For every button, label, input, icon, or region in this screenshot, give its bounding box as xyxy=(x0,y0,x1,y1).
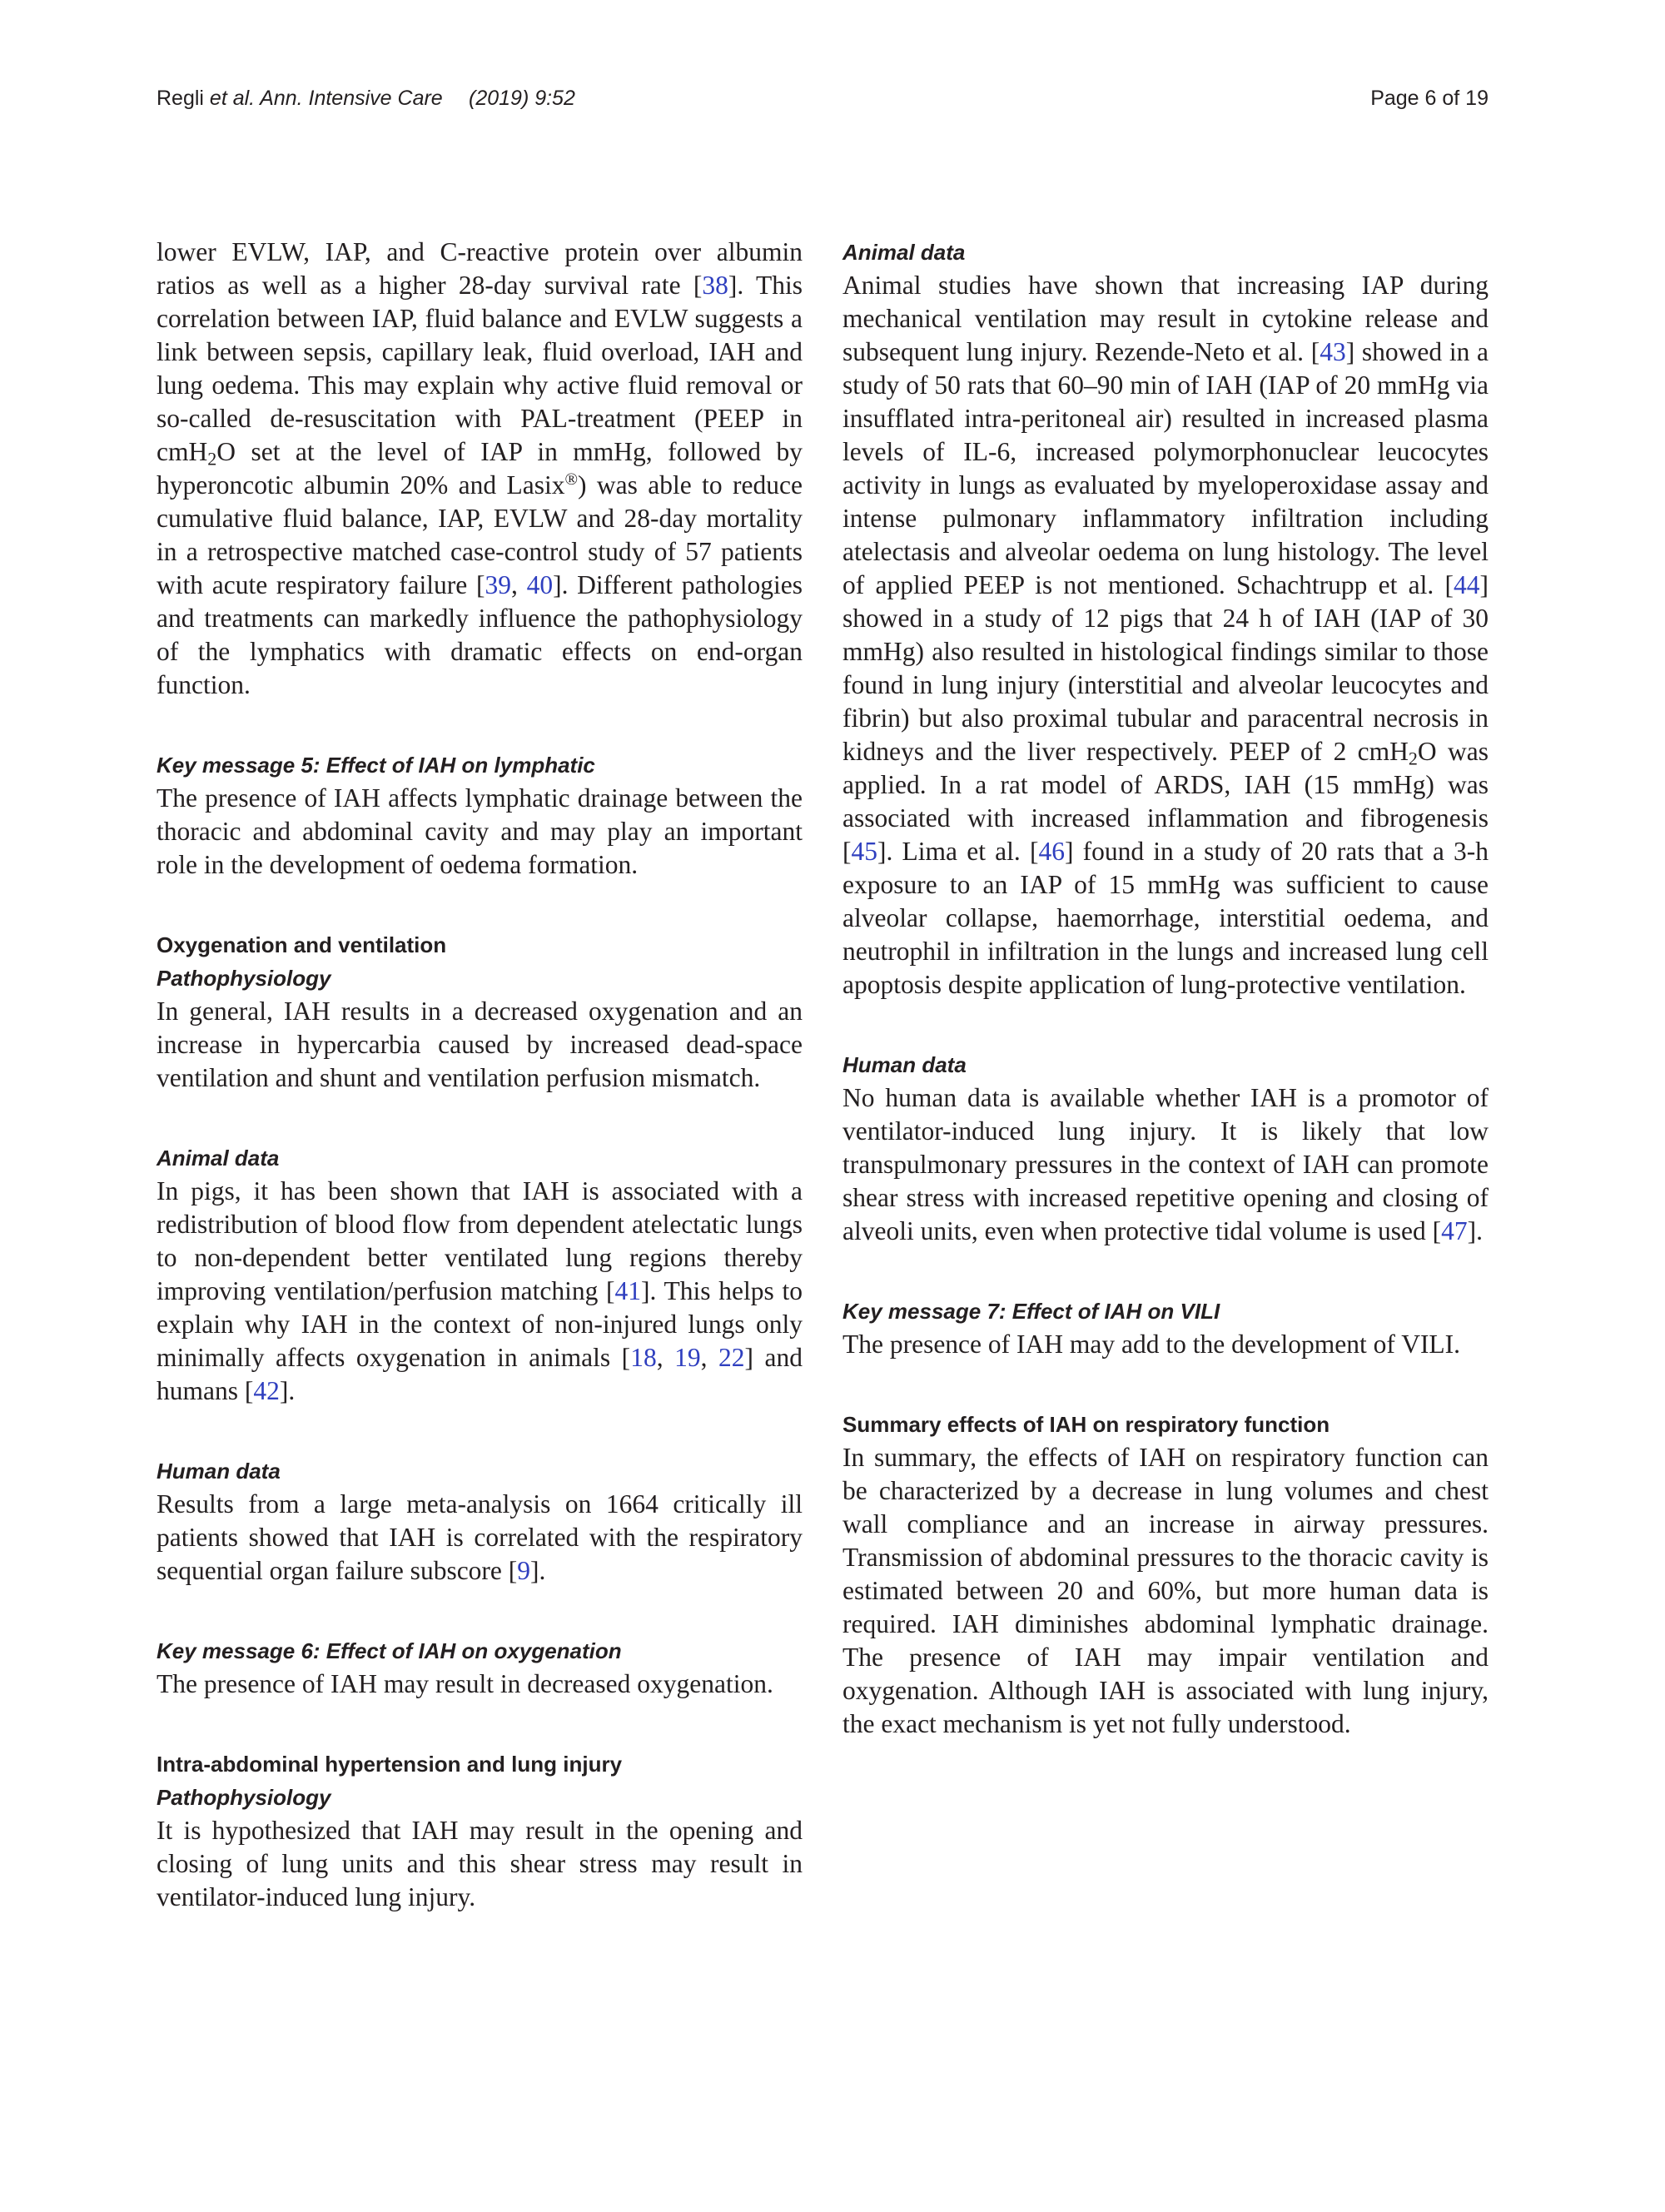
header-citation xyxy=(157,87,575,111)
key-message-6-text: The presence of IAH may result in decreased oxygenation. xyxy=(157,1669,773,1698)
citation-link[interactable]: 9 xyxy=(517,1556,531,1585)
paragraph-animal-studies xyxy=(842,269,1489,1002)
text-run: ] showed in a study of 12 pigs that 24 h of IAH (IAP of 30 mmHg) also resulted in histological findings similar to those found in lung injury (interstitial and alveolar leucocytes and fibrin) but also proximal tubular and paracentral necrosis in kidneys and the liver respectively. PEEP of 2 cmH xyxy=(842,570,1489,766)
header-year-volume: (2019) 9:52 xyxy=(469,87,575,110)
text-run: Animal studies have shown that increasing IAP during mechanical ventilation may result in cytokine release and subsequent lung injury. Rezende-Neto et al. [ xyxy=(842,271,1489,366)
subheading-animal-data: Animal data xyxy=(842,240,966,265)
key-message-7-heading: Key message 7: Effect of IAH on VILI xyxy=(842,1299,1220,1324)
text-run: , xyxy=(700,1343,718,1372)
key-message-6-heading: Key message 6: Effect of IAH on oxygenation xyxy=(157,1638,622,1663)
text-run: ) was able to reduce cumulative fluid balance, IAP, EVLW and 28-day mortality in a retrospective matched case-control study of 57 patients with acute respiratory failure [ xyxy=(157,470,803,599)
subheading-human-data: Human data xyxy=(157,1459,281,1484)
text-run: Results from a large meta-analysis on 1664 critically ill patients showed that IAH is correlated with the respiratory sequential organ failure subscore [ xyxy=(157,1489,803,1585)
subheading-animal-data: Animal data xyxy=(157,1146,280,1171)
text-run: , xyxy=(510,570,527,599)
text-run: ]. This helps to explain why IAH in the context of non-injured lungs only minimally affects oxygenation in animals [ xyxy=(157,1276,803,1372)
subheading-human-data: Human data xyxy=(842,1052,967,1077)
citation-link[interactable]: 42 xyxy=(253,1376,280,1405)
citation-link[interactable]: 39 xyxy=(485,570,511,599)
text-run: ]. Lima et al. [ xyxy=(877,837,1039,866)
running-header xyxy=(157,87,1489,120)
text-run: No human data is available whether IAH is a promotor of ventilator-induced lung injury. It is likely that low transpulmonary pressures in the context of IAH can promote shear stress with increased repetitive opening and closing of alveoli units, even when protective tidal volume is used [ xyxy=(842,1083,1489,1245)
subheading-pathophysiology: Pathophysiology xyxy=(157,1785,331,1810)
paragraph-fluid-removal xyxy=(157,236,803,702)
text-run: ]. Different pathologies and treatments can markedly influence the pathophysiology of the lymphatics with dramatic effects on end-organ function. xyxy=(157,570,803,699)
text-run: ]. This correlation between IAP, fluid balance and EVLW suggests a link between sepsis, capillary leak, fluid overload, IAH and lung oedema. This may explain why active fluid removal or so-called de-resuscitation with PAL-treatment (PEEP in cmH xyxy=(157,271,803,466)
citation-link[interactable]: 43 xyxy=(1320,337,1346,366)
section-heading-summary: Summary effects of IAH on respiratory function xyxy=(842,1412,1330,1437)
text-run: ]. xyxy=(279,1376,296,1405)
paragraph-summary: In summary, the effects of IAH on respiratory function can be characterized by a decrease in lung volumes and chest wall compliance and an increase in airway pressures. Transmission of abdominal pressures to the thoracic cavity is estimated between 20 and 60%, but more human data is required. IAH diminishes abdominal lymphatic drainage. The presence of IAH may impair ventilation and oxygenation. Although IAH is associated with lung injury, the exact mechanism is yet not fully understood. xyxy=(842,1443,1489,1738)
text-run: ] and humans [ xyxy=(157,1343,803,1405)
registered-mark: ® xyxy=(564,470,579,489)
text-run: In pigs, it has been shown that IAH is associated with a redistribution of blood flow from dependent atelectatic lungs to non-dependent better ventilated lung regions thereby improving ventilation/perfusion matching [ xyxy=(157,1176,803,1305)
text-run: ]. xyxy=(1467,1216,1483,1245)
text-run: O set at the level of IAP in mmHg, followed by hyperoncotic albumin 20% and Lasix xyxy=(157,437,803,500)
citation-link[interactable]: 38 xyxy=(702,271,728,300)
text-run: lower EVLW, IAP, and C-reactive protein over albumin ratios as well as a higher 28-day survival rate [ xyxy=(157,237,803,300)
left-column xyxy=(157,236,803,1914)
paragraph-oxygenation: In general, IAH results in a decreased oxygenation and an increase in hypercarbia caused by increased dead-space ventilation and shunt and ventilation perfusion mismatch. xyxy=(157,997,803,1092)
header-author: Regli xyxy=(157,87,210,110)
paragraph-animal-data xyxy=(157,1175,803,1408)
citation-link[interactable]: 40 xyxy=(526,570,554,599)
citation-link[interactable]: 47 xyxy=(1441,1216,1468,1245)
text-run: ] showed in a study of 50 rats that 60–90 min of IAH (IAP of 20 mmHg via insufflated intra-peritoneal air) resulted in increased plasma levels of IL-6, increased polymorphonuclear leucocytes activity in lungs as evaluated by myeloperoxidase assay and intense pulmonary inflammatory infiltration including atelectasis and alveolar oedema on lung histology. The level of applied PEEP is not mentioned. Schachtrupp et al. [ xyxy=(842,337,1489,599)
citation-link[interactable]: 18 xyxy=(630,1343,657,1372)
paragraph-lung-injury: It is hypothesized that IAH may result in the opening and closing of lung units and this shear stress may result in ventilator-induced lung injury. xyxy=(157,1816,803,1911)
paragraph-human-data xyxy=(842,1081,1489,1248)
subscript: 2 xyxy=(207,448,217,470)
key-message-5-heading: Key message 5: Effect of IAH on lymphatic xyxy=(157,753,595,778)
citation-link[interactable]: 41 xyxy=(614,1276,642,1305)
subscript: 2 xyxy=(1408,748,1418,769)
text-run: ]. xyxy=(530,1556,546,1585)
section-heading-lung-injury: Intra-abdominal hypertension and lung injury xyxy=(157,1752,623,1777)
citation-link[interactable]: 45 xyxy=(851,837,877,866)
header-journal: et al. Ann. Intensive Care xyxy=(209,87,443,110)
text-run: , xyxy=(656,1343,675,1372)
key-message-7-text: The presence of IAH may add to the development of VILI. xyxy=(842,1330,1461,1359)
citation-link[interactable]: 22 xyxy=(718,1343,745,1372)
citation-link[interactable]: 44 xyxy=(1454,570,1480,599)
paragraph-human-data xyxy=(157,1488,803,1588)
section-heading-oxygenation: Oxygenation and ventilation xyxy=(157,932,447,957)
text-run: O was applied. In a rat model of ARDS, IAH (15 mmHg) was associated with increased inflammation and fibrogenesis [ xyxy=(842,737,1489,866)
key-message-5-text: The presence of IAH affects lymphatic drainage between the thoracic and abdominal cavity and may play an important role in the development of oedema formation. xyxy=(157,783,803,879)
right-column xyxy=(842,236,1489,1741)
citation-link[interactable]: 19 xyxy=(674,1343,701,1372)
text-run: ] found in a study of 20 rats that a 3-h exposure to an IAP of 15 mmHg was sufficient to cause alveolar collapse, haemorrhage, interstitial oedema, and neutrophil in infiltration in the lungs and increased lung cell apoptosis despite application of lung-protective ventilation. xyxy=(842,837,1489,999)
page-number: Page 6 of 19 xyxy=(1370,87,1489,110)
subheading-pathophysiology: Pathophysiology xyxy=(157,966,331,991)
citation-link[interactable]: 46 xyxy=(1038,837,1065,866)
